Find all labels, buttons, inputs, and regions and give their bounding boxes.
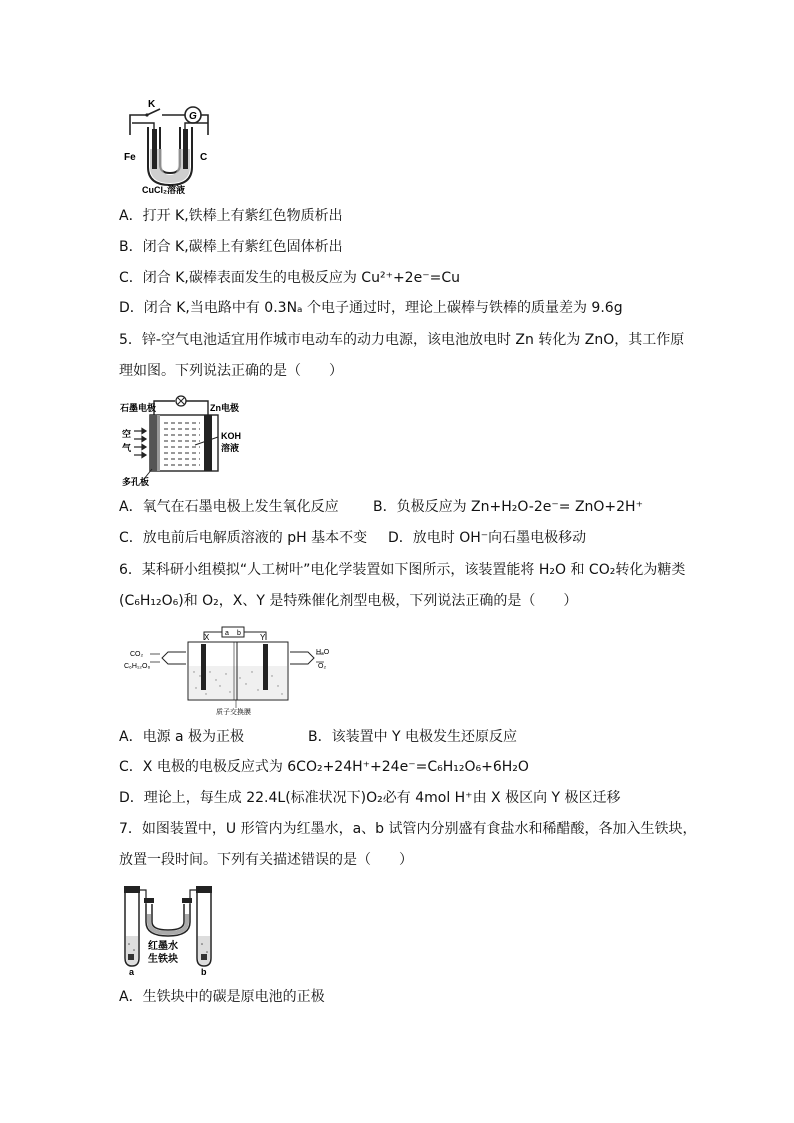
label-o2: O₂: [318, 663, 327, 670]
q6-option-d: D．理论上，每生成 22.4L(标准状况下)O₂必有 4mol H⁺由 X 极区向 Y 极区迁移: [119, 790, 621, 806]
q5-stem-line2: 理如图。下列说法正确的是（ ）: [119, 363, 343, 379]
figure-q5-zinc-air-cell: [120, 393, 262, 487]
q5-option-a: A．氧气在石墨电极上发生氧化反应: [119, 499, 339, 515]
q4-option-b: B．闭合 K,碳棒上有紫红色固体析出: [119, 239, 343, 255]
q5-option-c: C．放电前后电解质溶液的 pH 基本不变: [119, 530, 368, 546]
label-b: b: [237, 630, 241, 637]
label-co2: CO₂: [130, 651, 144, 658]
label-a: a: [225, 630, 229, 637]
label-koh: KOH: [221, 431, 241, 441]
label-h2o: H₂O: [316, 649, 330, 656]
label-membrane: 质子交换膜: [216, 709, 251, 716]
label-graphite: 石墨电极: [120, 403, 157, 413]
label-sugar: C₆H₁₂O₆: [124, 663, 151, 670]
figure-q6-artificial-leaf: [120, 622, 342, 716]
q6-stem-line2: (C₆H₁₂O₆)和 O₂，X、Y 是特殊催化剂型电极，下列说法正确的是（ ）: [119, 593, 578, 609]
label-plate: 多孔板: [122, 477, 150, 487]
label-c: C: [200, 152, 208, 163]
label-air-2: 气: [122, 443, 132, 453]
label-ink: 红墨水: [148, 941, 178, 952]
label-solution: CuCl₂溶液: [142, 185, 185, 195]
q4-option-a: A．打开 K,铁棒上有紫红色物质析出: [119, 208, 343, 224]
label-x: X: [204, 633, 210, 642]
q5-option-b: B．负极反应为 Zn+H₂O-2e⁻= ZnO+2H⁺: [373, 499, 643, 515]
label-g: G: [189, 111, 197, 122]
label-zn: Zn电极: [210, 403, 239, 413]
q4-option-d: D．闭合 K,当电路中有 0.3Nₐ 个电子通过时，理论上碳棒与铁棒的质量差为 9.6g: [119, 300, 623, 316]
label-iron: 生铁块: [148, 954, 178, 965]
q7-stem-line1: 7．如图装置中，U 形管内为红墨水，a、b 试管内分别盛有食盐水和稀醋酸，各加入生铁块，: [119, 821, 697, 837]
label-y: Y: [260, 633, 266, 642]
label-fe: Fe: [124, 152, 136, 163]
q6-option-b: B．该装置中 Y 电极发生还原反应: [308, 729, 518, 745]
q5-option-d: D．放电时 OH⁻向石墨电极移动: [388, 530, 587, 546]
label-koh-solution: 溶液: [221, 443, 240, 453]
figure-q4-ucell: [120, 97, 215, 195]
label-tube-b: b: [201, 967, 207, 976]
q7-stem-line2: 放置一段时间。下列有关描述错误的是（ ）: [119, 852, 413, 868]
figure-q7-utube-test-tubes: [120, 880, 218, 976]
q6-option-c: C．X 电极的电极反应式为 6CO₂+24H⁺+24e⁻=C₆H₁₂O₆+6H₂O: [119, 759, 529, 775]
q4-option-c: C．闭合 K,碳棒表面发生的电极反应为 Cu²⁺+2e⁻=Cu: [119, 270, 460, 286]
label-k: K: [148, 99, 156, 110]
q5-stem-line1: 5．锌-空气电池适宜用作城市电动车的动力电源，该电池放电时 Zn 转化为 ZnO，其工作原: [119, 332, 685, 348]
q7-option-a: A．生铁块中的碳是原电池的正极: [119, 989, 325, 1005]
label-tube-a: a: [129, 967, 135, 976]
q6-option-a: A．电源 a 极为正极: [119, 729, 245, 745]
q6-stem-line1: 6．某科研小组模拟“人工树叶”电化学装置如下图所示，该装置能将 H₂O 和 CO₂转化为糖类: [119, 562, 686, 578]
label-air-1: 空: [122, 429, 132, 439]
